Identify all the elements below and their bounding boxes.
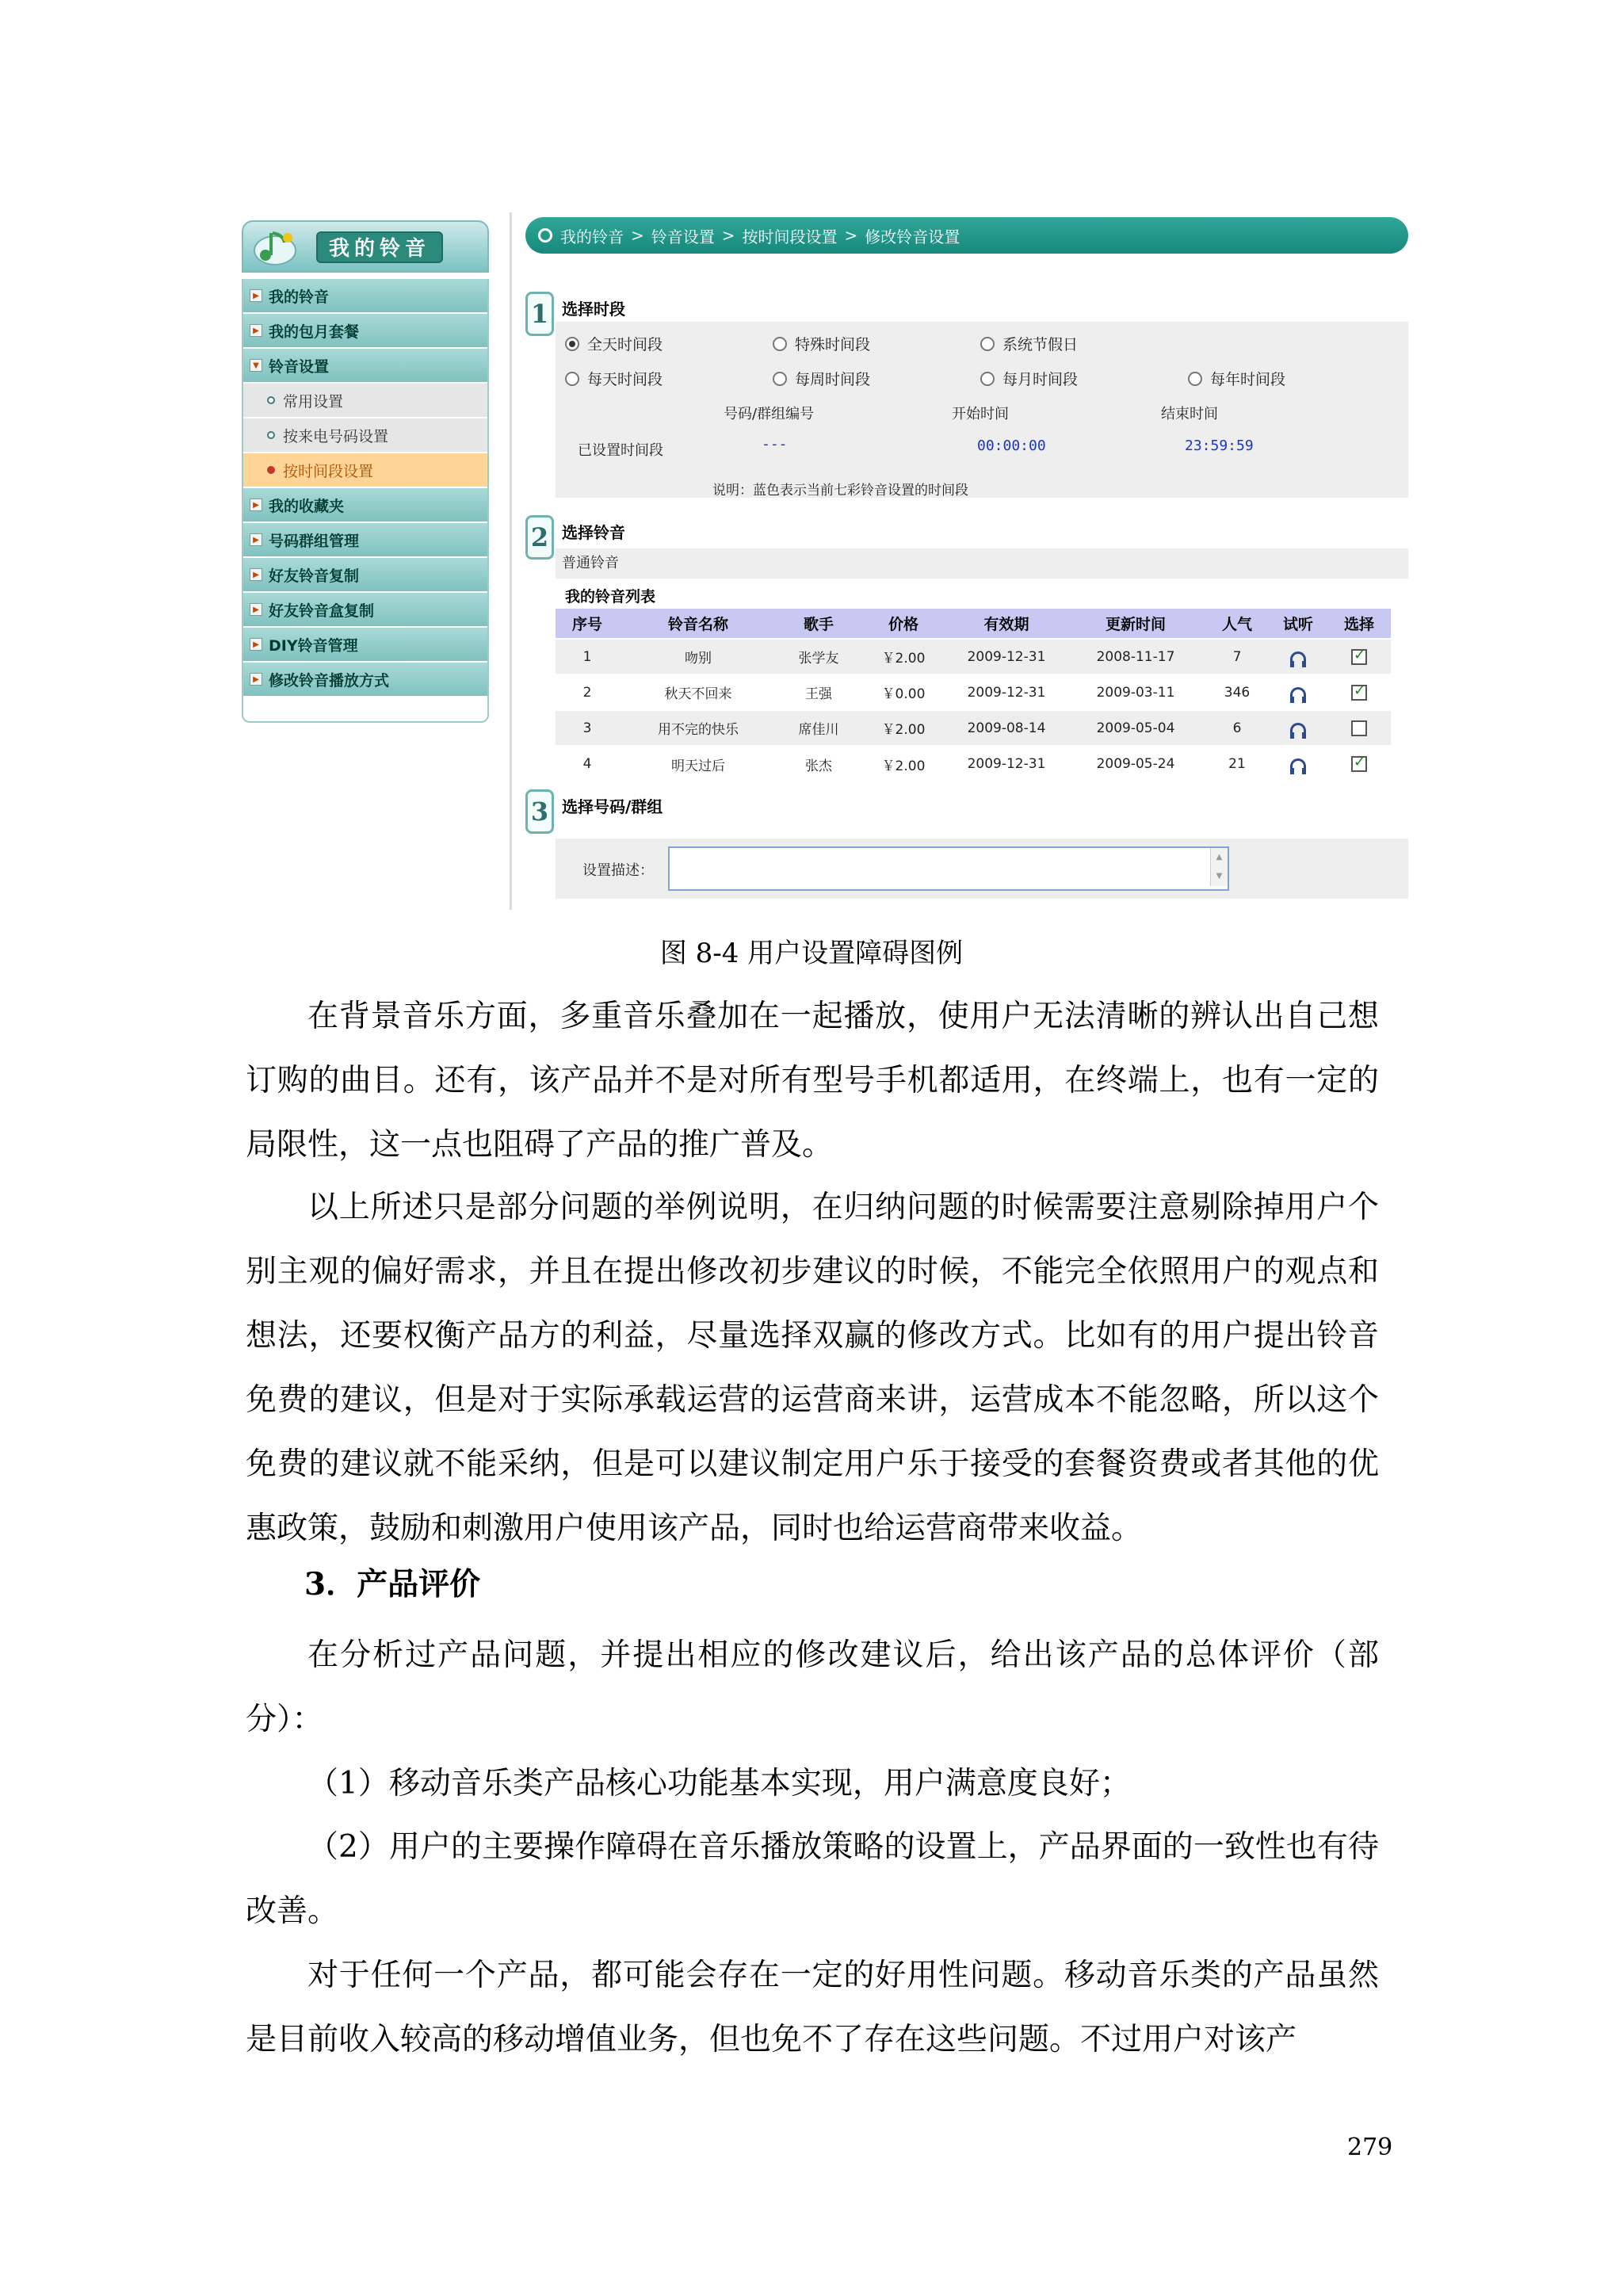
cell-no: 4: [556, 746, 619, 781]
radio-label: 全天时间段: [587, 336, 663, 353]
sidebar: [242, 220, 495, 728]
step-3-title: 选择号码/群组: [562, 797, 663, 816]
radio-daily[interactable]: [565, 368, 663, 389]
cell-select: [1327, 710, 1391, 746]
th-updated: 更新时间: [1066, 609, 1205, 639]
radio-weekly[interactable]: [773, 368, 870, 389]
chevron-right-icon: ▶: [250, 673, 262, 686]
sidebar-item-7[interactable]: [243, 523, 487, 558]
set-period-number: ---: [762, 436, 788, 453]
ringtone-table-body: [556, 639, 1391, 781]
cell-pop: 7: [1205, 639, 1269, 674]
chevron-right-icon: ▶: [250, 289, 262, 302]
cell-singer: 席佳川: [777, 710, 860, 746]
radio-label: 每月时间段: [1002, 371, 1079, 388]
select-checkbox[interactable]: [1351, 756, 1367, 772]
set-period-start: 00:00:00: [977, 437, 1046, 454]
chevron-right-icon: ▶: [250, 568, 262, 581]
cell-listen: [1269, 639, 1327, 674]
radio-monthly[interactable]: [980, 368, 1078, 389]
scroll-up-icon[interactable]: ▲: [1216, 853, 1223, 861]
headphones-icon[interactable]: [1290, 758, 1306, 770]
radio-label: 系统节假日: [1002, 336, 1079, 353]
paragraph-3: 在分析过产品问题，并提出相应的修改建议后，给出该产品的总体评价（部分）：: [246, 1637, 1379, 1737]
chevron-right-icon: ▶: [250, 533, 262, 546]
cell-name: 吻别: [619, 639, 777, 674]
sidebar-item-label: 好友铃音复制: [269, 567, 360, 585]
breadcrumb-separator: >: [631, 226, 644, 245]
ringtone-list-title: 我的铃音列表: [565, 588, 656, 606]
main-panel: [510, 212, 1413, 910]
th-name: 铃音名称: [619, 609, 777, 639]
sidebar-item-label: 按时间段设置: [283, 462, 374, 480]
cell-listen: [1269, 674, 1327, 710]
sidebar-subitem-5[interactable]: [243, 453, 487, 488]
select-checkbox[interactable]: [1351, 685, 1367, 701]
radio-label: 每天时间段: [587, 371, 663, 388]
sidebar-item-label: 常用设置: [283, 392, 344, 411]
th-valid: 有效期: [947, 609, 1066, 639]
step-1-title: 选择时段: [562, 300, 625, 319]
table-row: [556, 639, 1391, 674]
radio-yearly[interactable]: [1188, 368, 1285, 389]
sidebar-item-label: 号码群组管理: [269, 532, 360, 550]
paragraph-2: 以上所述只是部分问题的举例说明，在归纳问题的时候需要注意剔除掉用户个别主观的偏好需求，并且在提出修改初步建议的时候，不能完全依照用户的观点和想法，还要权衡产品方的利益，尽量选择双赢的修改方式。比如有的用户提出铃音免费的建议，但是对于实际承载运营的运营商来讲，运营成本不能忽略，所以这个免费的建议就不能采纳，但是可以建议制定用户乐于接受的套餐资费或者其他的优惠政策，鼓励和刺激用户使用该产品，同时也给运营商带来收益。: [246, 1190, 1379, 1546]
sidebar-item-8[interactable]: [243, 558, 487, 593]
figure-screenshot: [242, 212, 1411, 910]
table-row: [556, 710, 1391, 746]
cell-valid: 2009-12-31: [947, 674, 1066, 710]
sidebar-item-label: 修改铃音播放方式: [269, 671, 390, 690]
radio-dot: [565, 337, 579, 351]
sidebar-subitem-4[interactable]: [243, 418, 487, 453]
breadcrumb-item-1[interactable]: 我的铃音: [560, 227, 624, 246]
sidebar-subitem-3[interactable]: [243, 384, 487, 418]
col-header-number: 号码/群组编号: [724, 406, 815, 422]
cell-updated: 2008-11-17: [1066, 639, 1205, 674]
breadcrumb-separator: >: [844, 226, 858, 245]
headphones-icon[interactable]: [1290, 723, 1306, 734]
sidebar-item-label: 好友铃音盒复制: [269, 602, 375, 620]
radio-label: 特殊时间段: [795, 336, 871, 353]
sidebar-item-11[interactable]: [243, 663, 487, 697]
chevron-right-icon: ▶: [250, 499, 262, 511]
cell-price: ￥2.00: [860, 639, 947, 674]
description-input-frame: [668, 846, 1229, 891]
radio-dot: [773, 337, 787, 351]
col-header-start: 开始时间: [952, 406, 1009, 422]
cell-select: [1327, 746, 1391, 781]
sidebar-item-0[interactable]: [243, 279, 487, 314]
music-note-icon: [251, 227, 302, 268]
breadcrumb-dot-icon: [538, 228, 552, 243]
set-period-label: 已设置时间段: [578, 442, 663, 459]
th-price: 价格: [860, 609, 947, 639]
ringtone-type-band: [556, 548, 1408, 579]
cell-updated: 2009-05-24: [1066, 746, 1205, 781]
cell-updated: 2009-05-04: [1066, 710, 1205, 746]
cell-valid: 2009-12-31: [947, 639, 1066, 674]
sidebar-header: [242, 220, 489, 273]
bullet-icon: [267, 431, 275, 439]
th-singer: 歌手: [777, 609, 860, 639]
step-2-badge: 2: [525, 515, 554, 560]
radio-dot: [980, 337, 995, 351]
step-3-badge: 3: [525, 789, 554, 834]
bullet-icon: [267, 396, 275, 404]
th-popularity: 人气: [1205, 609, 1269, 639]
breadcrumb-separator: >: [721, 226, 735, 245]
radio-dot: [773, 372, 787, 386]
radio-dot: [980, 372, 995, 386]
step-2-title: 选择铃音: [562, 523, 625, 542]
paragraph-5: （2）用户的主要操作障碍在音乐播放策略的设置上，产品界面的一致性也有待改善。: [246, 1829, 1379, 1929]
breadcrumb: [525, 217, 1408, 254]
chevron-down-icon: ▼: [250, 359, 262, 372]
paragraph-6: 对于任何一个产品，都可能会存在一定的好用性问题。移动音乐类的产品虽然是目前收入较高的移动增值业务，但也免不了存在这些问题。不过用户对该产: [246, 1958, 1379, 2057]
description-scrollbar[interactable]: [1210, 848, 1228, 886]
cell-name: 秋天不回来: [619, 674, 777, 710]
cell-updated: 2009-03-11: [1066, 674, 1205, 710]
cell-pop: 6: [1205, 710, 1269, 746]
cell-select: [1327, 639, 1391, 674]
headphones-icon[interactable]: [1290, 651, 1306, 663]
breadcrumb-item-2[interactable]: 铃音设置: [651, 227, 715, 246]
breadcrumb-item-3[interactable]: 按时间段设置: [742, 227, 838, 246]
sidebar-item-9[interactable]: [243, 593, 487, 628]
figure-caption: 图 8-4 用户设置障碍图例: [659, 938, 964, 969]
bullet-icon: [267, 466, 275, 474]
cell-no: 2: [556, 674, 619, 710]
cell-singer: 张杰: [777, 746, 860, 781]
table-row: [556, 746, 1391, 781]
radio-all-day[interactable]: [565, 333, 663, 354]
sidebar-item-2[interactable]: [243, 349, 487, 384]
sidebar-item-label: 我的包月套餐: [269, 323, 360, 341]
table-row: [556, 674, 1391, 710]
sidebar-item-label: 铃音设置: [269, 357, 330, 376]
cell-no: 3: [556, 710, 619, 746]
sidebar-item-label: DIY铃音管理: [269, 636, 358, 655]
radio-label: 每年时间段: [1210, 371, 1286, 388]
cell-listen: [1269, 746, 1327, 781]
radio-dot: [565, 372, 579, 386]
cell-pop: 346: [1205, 674, 1269, 710]
cell-price: ￥2.00: [860, 746, 947, 781]
sidebar-title: 我的铃音: [316, 231, 443, 263]
cell-valid: 2009-12-31: [947, 746, 1066, 781]
paragraph-4: （1）移动音乐类产品核心功能基本实现，用户满意度良好；: [307, 1766, 1131, 1801]
headphones-icon[interactable]: [1290, 687, 1306, 698]
chevron-right-icon: ▶: [250, 603, 262, 616]
cell-singer: 王强: [777, 674, 860, 710]
section-heading: 3．产品评价: [304, 1566, 481, 1603]
radio-label: 每周时间段: [795, 371, 871, 388]
cell-pop: 21: [1205, 746, 1269, 781]
set-period-end: 23:59:59: [1185, 437, 1254, 454]
sidebar-item-label: 我的铃音: [269, 288, 330, 306]
sidebar-item-label: 我的收藏夹: [269, 497, 345, 515]
cell-select: [1327, 674, 1391, 710]
th-select: 选择: [1327, 609, 1391, 639]
sidebar-item-6[interactable]: [243, 488, 487, 523]
select-checkbox[interactable]: [1351, 720, 1367, 736]
radio-dot: [1188, 372, 1202, 386]
sidebar-item-label: 按来电号码设置: [283, 427, 389, 445]
sidebar-menu: [242, 279, 489, 723]
step-1-badge: 1: [525, 292, 554, 336]
breadcrumb-item-4: 修改铃音设置: [865, 227, 960, 246]
cell-singer: 张学友: [777, 639, 860, 674]
chevron-right-icon: ▶: [250, 324, 262, 337]
table-header-row: [556, 609, 1391, 639]
period-note: 说明：蓝色表示当前七彩铃音设置的时间段: [712, 483, 968, 499]
description-label: 设置描述：: [582, 862, 654, 879]
scroll-down-icon[interactable]: ▼: [1216, 872, 1223, 881]
col-header-end: 结束时间: [1161, 406, 1218, 422]
th-no: 序号: [556, 609, 619, 639]
th-listen: 试听: [1269, 609, 1327, 639]
cell-valid: 2009-08-14: [947, 710, 1066, 746]
ringtone-table: [556, 609, 1391, 781]
cell-price: ￥2.00: [860, 710, 947, 746]
chevron-right-icon: ▶: [250, 638, 262, 651]
paragraph-1: 在背景音乐方面，多重音乐叠加在一起播放，使用户无法清晰的辨认出自己想订购的曲目。还有，该产品并不是对所有型号手机都适用，在终端上，也有一定的局限性，这一点也阻碍了产品的推广普及。: [246, 999, 1379, 1163]
cell-listen: [1269, 710, 1327, 746]
ringtone-type: 普通铃音: [562, 555, 619, 571]
radio-special[interactable]: [773, 333, 870, 354]
radio-holiday[interactable]: [980, 333, 1078, 354]
cell-price: ￥0.00: [860, 674, 947, 710]
sidebar-item-10[interactable]: [243, 628, 487, 663]
select-checkbox[interactable]: [1351, 649, 1367, 665]
cell-name: 明天过后: [619, 746, 777, 781]
page-number: 279: [1347, 2134, 1393, 2161]
cell-name: 用不完的快乐: [619, 710, 777, 746]
sidebar-item-1[interactable]: [243, 314, 487, 349]
cell-no: 1: [556, 639, 619, 674]
